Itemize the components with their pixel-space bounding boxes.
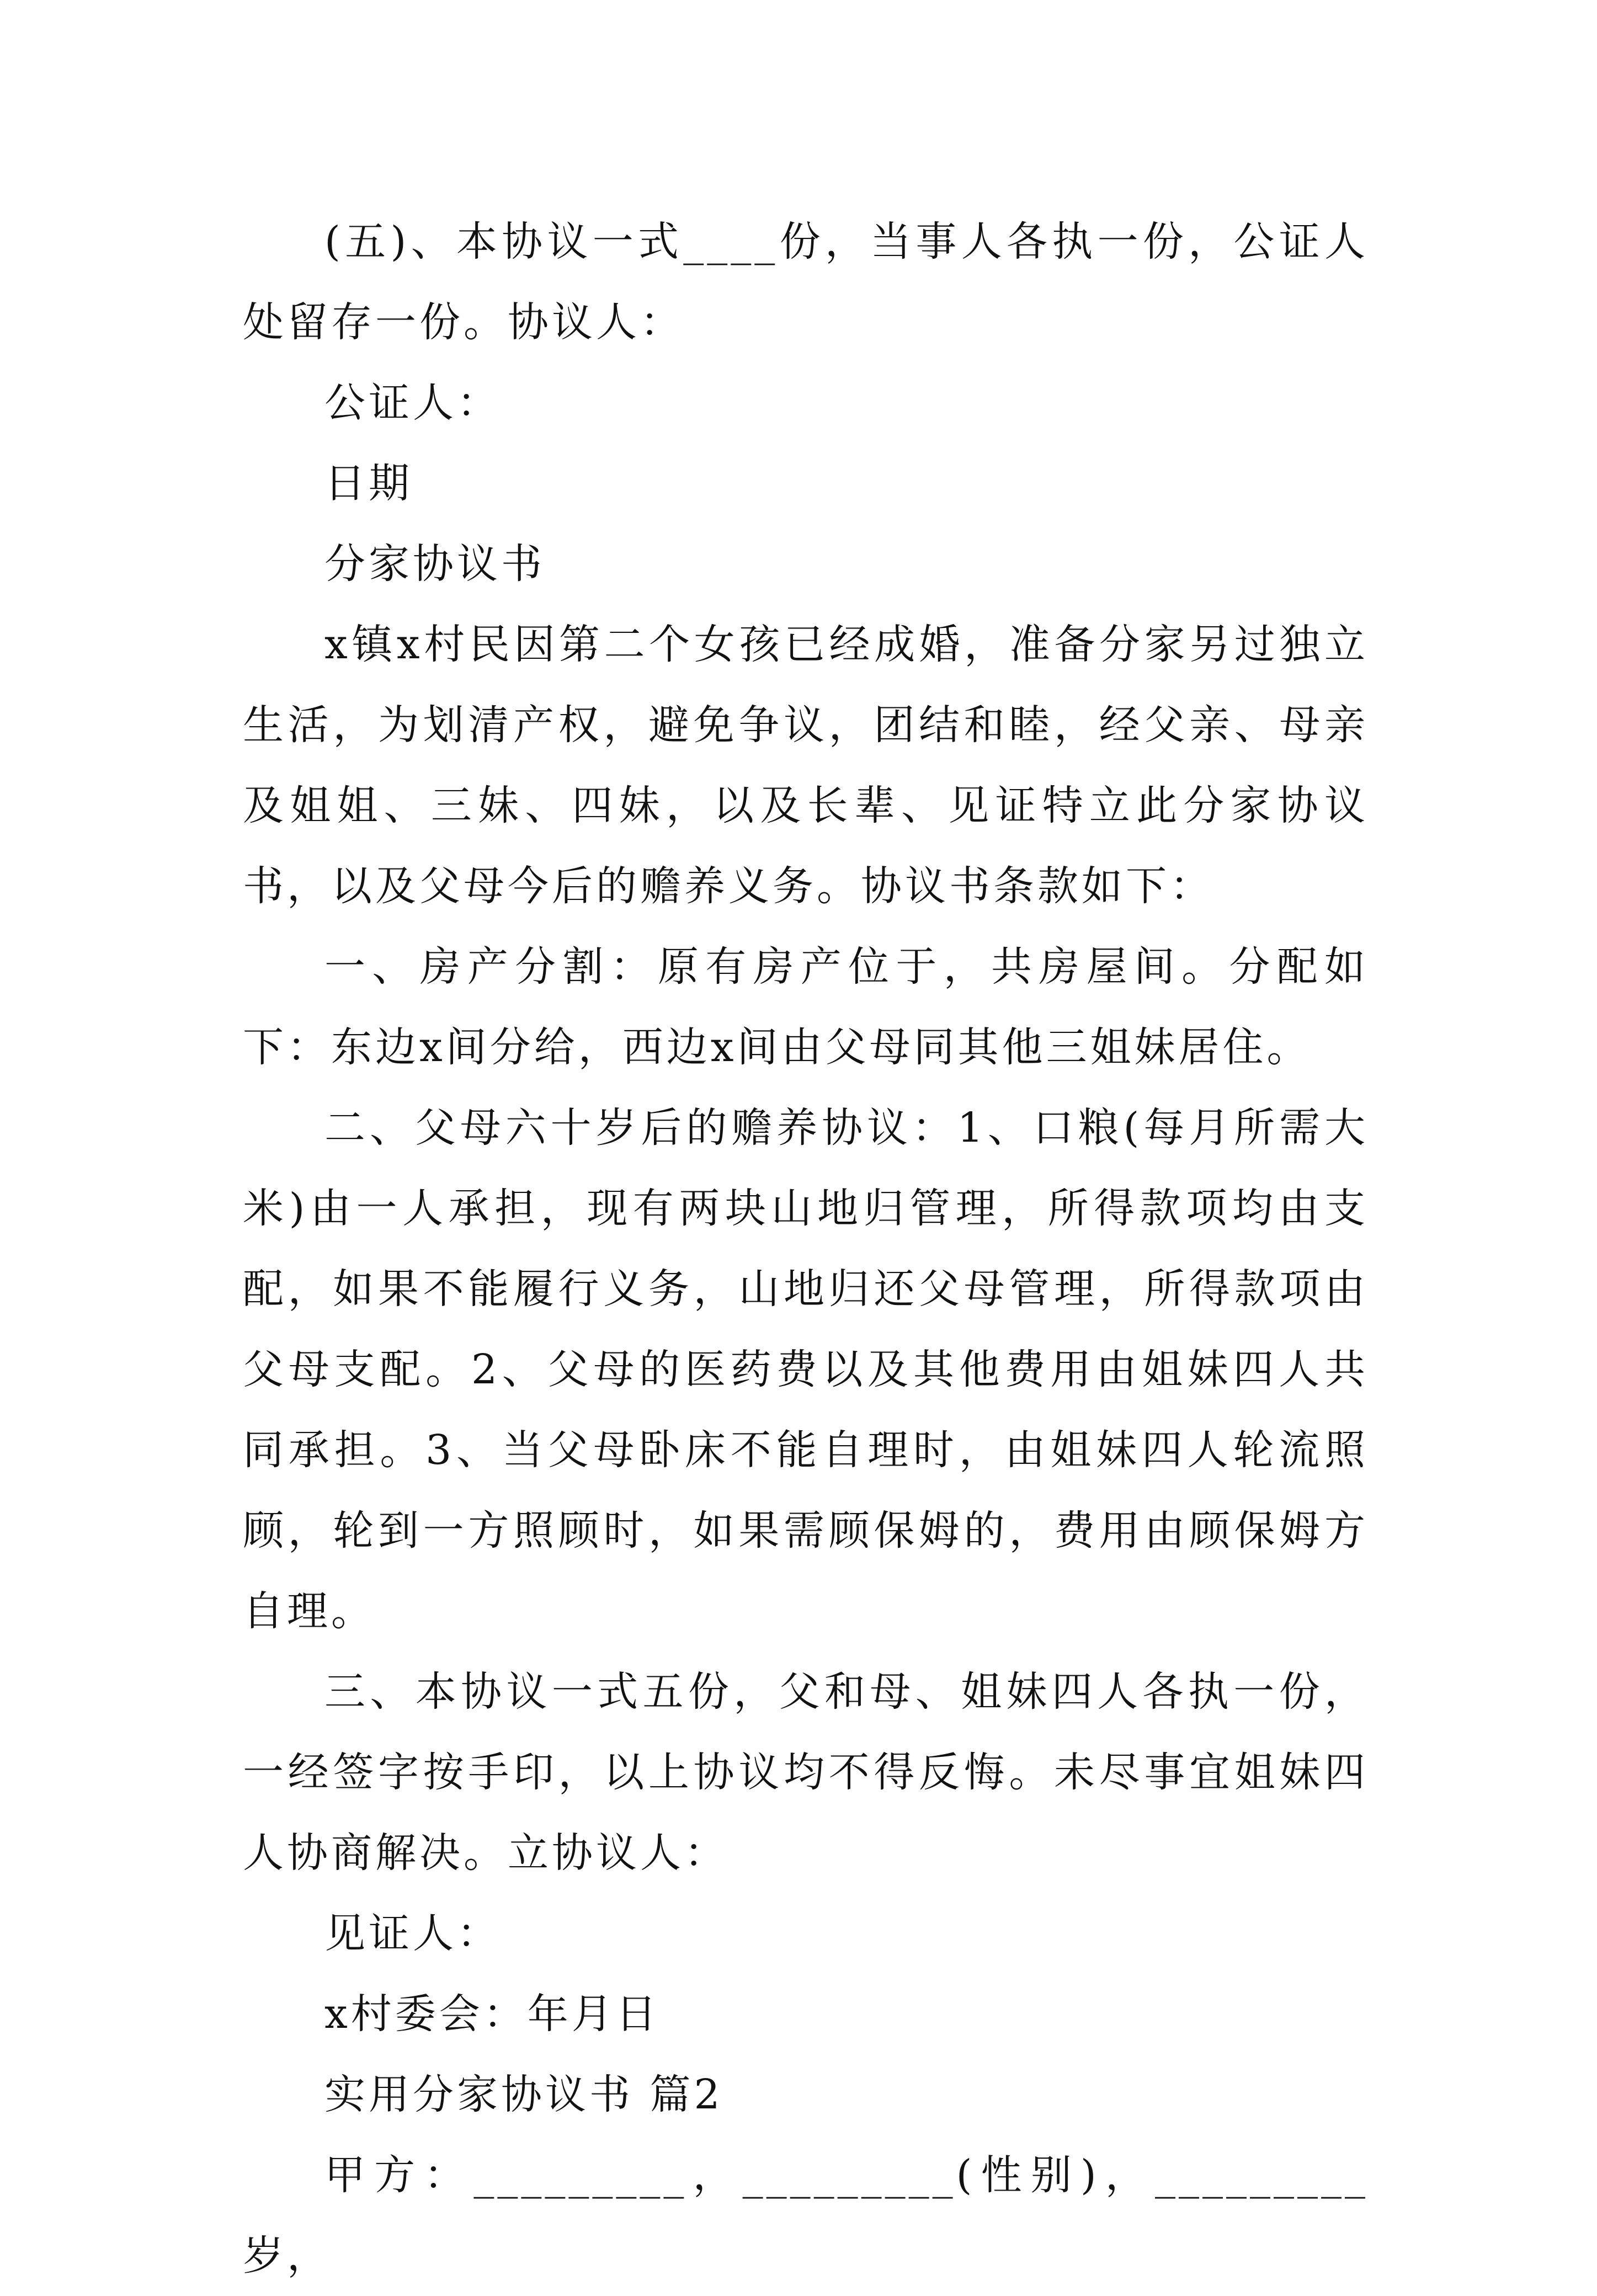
clause-copies-and-signing: 三、本协议一式五份，父和母、姐妹四人各执一份，一经签字按手印，以上协议均不得反悔。未尽事宜姐妹四人协商解决。立协议人： bbox=[243, 1668, 1369, 1877]
clause-five-copies: (五)、本协议一式____份，当事人各执一份，公证人处留存一份。协议人： bbox=[243, 218, 1369, 346]
agreement-title: 分家协议书 bbox=[324, 540, 545, 588]
party-a-line: 甲方：_________，_________(性别)，_________岁， bbox=[243, 2151, 1369, 2279]
preamble-paragraph: x镇x村民因第二个女孩已经成婚，准备分家另过独立生活，为划清产权，避免争议，团结和睦，经父亲、母亲及姐姐、三妹、四妹，以及长辈、见证特立此分家协议书，以及父母今后的赡养义务。协议书条款如下： bbox=[243, 621, 1369, 910]
village-committee-line: x村委会：年月日 bbox=[324, 1990, 660, 2038]
notary-line: 公证人： bbox=[324, 379, 501, 427]
witness-line: 见证人： bbox=[324, 1910, 501, 1957]
section-heading-part2: 实用分家协议书 篇2 bbox=[324, 2071, 723, 2118]
clause-parent-support: 二、父母六十岁后的赡养协议：1、口粮(每月所需大米)由一人承担，现有两块山地归管理，所得款项均由支配，如果不能履行义务，山地归还父母管理，所得款项由父母支配。2、父母的医药费以及其他费用由姐妹四人共同承担。3、当父母卧床不能自理时，由姐妹四人轮流照顾，轮到一方照顾时，如果需顾保姆的，费用由顾保姆方自理。 bbox=[243, 1104, 1369, 1635]
clause-property-division: 一、房产分割：原有房产位于，共房屋间。分配如下：东边x间分给，西边x间由父母同其他三姐妹居住。 bbox=[243, 943, 1369, 1071]
date-line: 日期 bbox=[324, 460, 413, 507]
document-body bbox=[243, 201, 1369, 2296]
